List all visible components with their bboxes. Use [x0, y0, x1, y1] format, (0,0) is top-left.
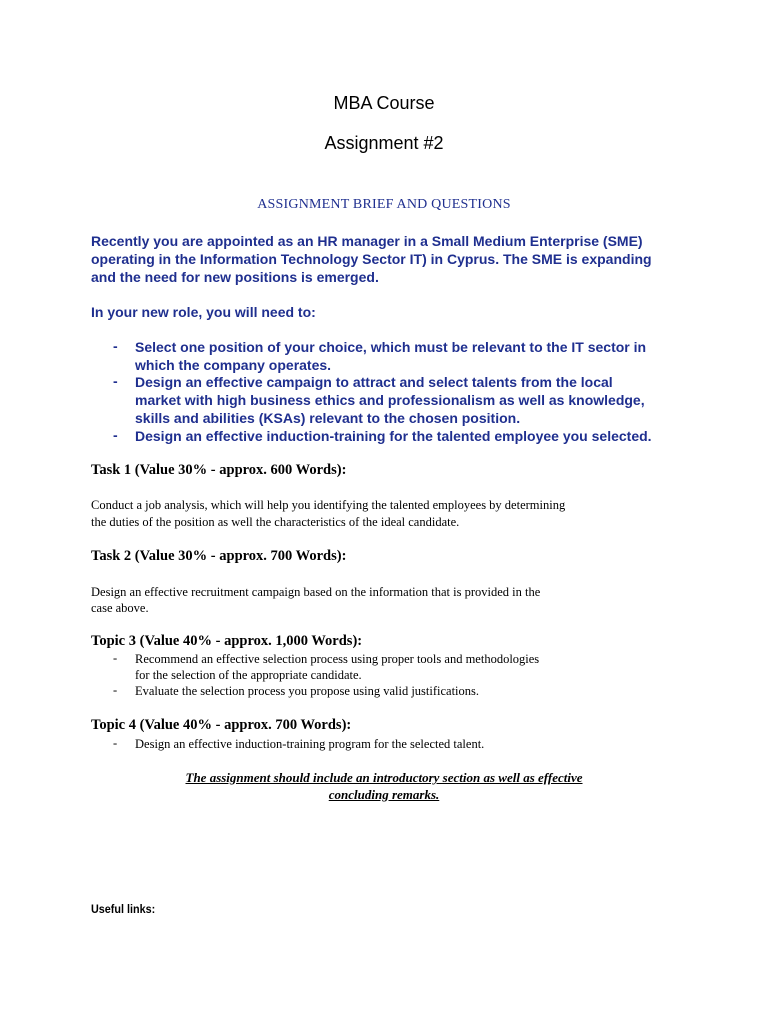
- intro-line: operating in the Information Technology Sector IT) in Cyprus. The SME is expanding: [91, 251, 652, 267]
- intro-line: Recently you are appointed as an HR manager in a Small Medium Enterprise (SME): [91, 233, 643, 249]
- task2-text-line: Design an effective recruitment campaign based on the information that is provided in the: [91, 585, 541, 599]
- task1-heading: Task 1 (Value 30% - approx. 600 Words):: [91, 462, 347, 478]
- task2-text-line: case above.: [91, 601, 149, 615]
- list-dash: -: [113, 373, 118, 389]
- useful-links-label: Useful links:: [91, 902, 156, 916]
- assignment-title: Assignment #2: [324, 133, 444, 153]
- topic3-item-line: Evaluate the selection process you propose using valid justifications.: [135, 684, 480, 698]
- list-dash: -: [113, 683, 118, 697]
- task1-text-line: Conduct a job analysis, which will help you identifying the talented employees by determining: [91, 498, 566, 512]
- requirement-line: Select one position of your choice, which must be relevant to the IT sector in: [135, 339, 647, 355]
- list-dash: -: [113, 338, 118, 354]
- requirement-line: skills and abilities (KSAs) relevant to the chosen position.: [135, 410, 521, 426]
- task2-heading: Task 2 (Value 30% - approx. 700 Words):: [91, 548, 347, 564]
- requirement-line: market with high business ethics and professionalism as well as knowledge,: [135, 392, 645, 408]
- requirement-line: Design an effective induction-training for the talented employee you selected.: [135, 428, 652, 444]
- topic3-heading: Topic 3 (Value 40% - approx. 1,000 Words):: [91, 633, 363, 649]
- list-dash: -: [113, 736, 118, 750]
- topic4-heading: Topic 4 (Value 40% - approx. 700 Words):: [91, 717, 352, 733]
- assignment-note: The assignment should include an introductory section as well as effective: [185, 770, 583, 785]
- list-dash: -: [113, 651, 118, 665]
- list-dash: -: [113, 427, 118, 443]
- topic3-item-line: Recommend an effective selection process using proper tools and methodologies: [135, 652, 540, 666]
- requirement-line: Design an effective campaign to attract and select talents from the local: [135, 374, 613, 390]
- brief-heading: ASSIGNMENT BRIEF AND QUESTIONS: [257, 197, 511, 212]
- role-line: In your new role, you will need to:: [91, 304, 316, 320]
- task1-text-line: the duties of the position as well the characteristics of the ideal candidate.: [91, 515, 460, 529]
- intro-line: and the need for new positions is emerged.: [91, 269, 379, 285]
- course-title: MBA Course: [333, 93, 435, 113]
- topic3-item-line: for the selection of the appropriate candidate.: [135, 668, 362, 682]
- topic4-item-line: Design an effective induction-training program for the selected talent.: [135, 737, 485, 751]
- assignment-note: concluding remarks.: [328, 787, 440, 802]
- requirement-line: which the company operates.: [135, 357, 332, 373]
